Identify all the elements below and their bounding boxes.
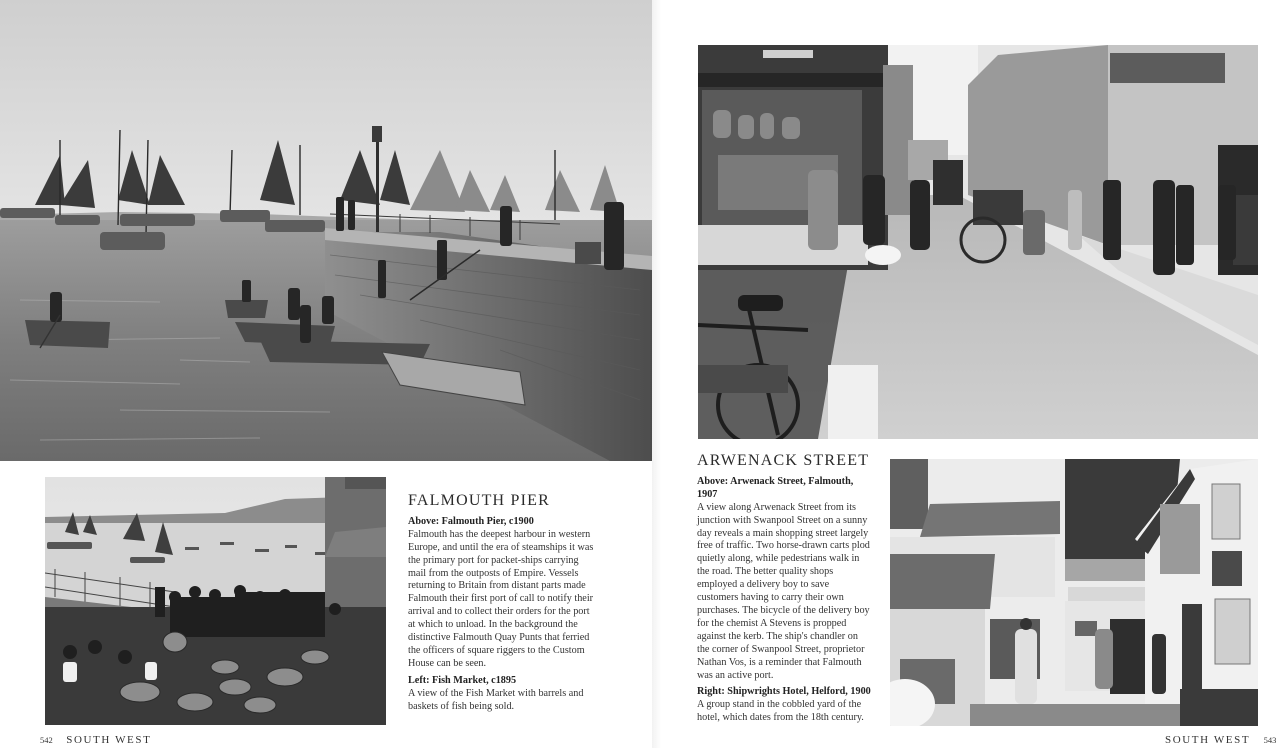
caption-body-falmouth-pier: Falmouth has the deepest harbour in western Europe, and until the era of steamships it was the primary port for packet-ships carrying mail from the outposts of Empire. Vessels returning to Britain from distant parts made Falmouth their first port of call to notify their arrival and to collect their orders for the port at which to unload. In the background the distinctive Falmouth Quay Punts that ferried the officers of square riggers to the Custom House can be seen. <box>408 528 594 669</box>
section-title-falmouth-pier: FALMOUTH PIER <box>408 492 550 509</box>
running-head-right: SOUTH WEST <box>1165 734 1251 746</box>
arwenack-street-article <box>697 452 872 729</box>
harbour-scene-illustration <box>0 0 652 461</box>
caption-heading-fish-market: Left: Fish Market, c1895 <box>408 674 517 686</box>
fish-market-illustration <box>45 477 386 725</box>
folio-right <box>1165 734 1276 746</box>
photo-arwenack-street <box>698 45 1258 439</box>
caption-heading-shipwrights-hotel: Right: Shipwrights Hotel, Helford, 1900 <box>697 686 871 698</box>
section-title-arwenack-street: ARWENACK STREET <box>697 452 870 469</box>
hotel-yard-illustration <box>890 459 1258 726</box>
street-scene-illustration <box>698 45 1258 439</box>
page-number-right: 543 <box>1263 735 1277 745</box>
running-head-left: SOUTH WEST <box>66 734 152 746</box>
folio-left <box>40 734 151 746</box>
photo-shipwrights-hotel <box>890 459 1258 726</box>
caption-heading-arwenack-street: Above: Arwenack Street, Falmouth, 1907 <box>697 475 854 500</box>
page-number-left: 542 <box>40 735 53 745</box>
photo-fish-market <box>45 477 386 725</box>
caption-body-fish-market: A view of the Fish Market with barrels and baskets of fish being sold. <box>408 687 584 712</box>
caption-body-arwenack-street: A view along Arwenack Street from its junction with Swanpool Street on a sunny day reveals a main shopping street largely free of traffic. Two horse-drawn carts plod quietly along, while pedestrians walk in the road. The better quality shops employed a delivery boy to save customers having to carry their own purchases. The bicycle of the delivery boy for the chemist A Stevens is propped against the kerb. The ship's chandler on the corner of Swanpool Street, proprietor Nathan Vos, is a reminder that Falmouth was an active port. <box>697 501 870 681</box>
falmouth-pier-article <box>408 492 598 718</box>
caption-body-shipwrights-hotel: A group stand in the cobbled yard of the hotel, which dates from the 18th century. <box>697 699 864 724</box>
caption-heading-falmouth-pier: Above: Falmouth Pier, c1900 <box>408 515 534 527</box>
photo-falmouth-pier <box>0 0 652 461</box>
